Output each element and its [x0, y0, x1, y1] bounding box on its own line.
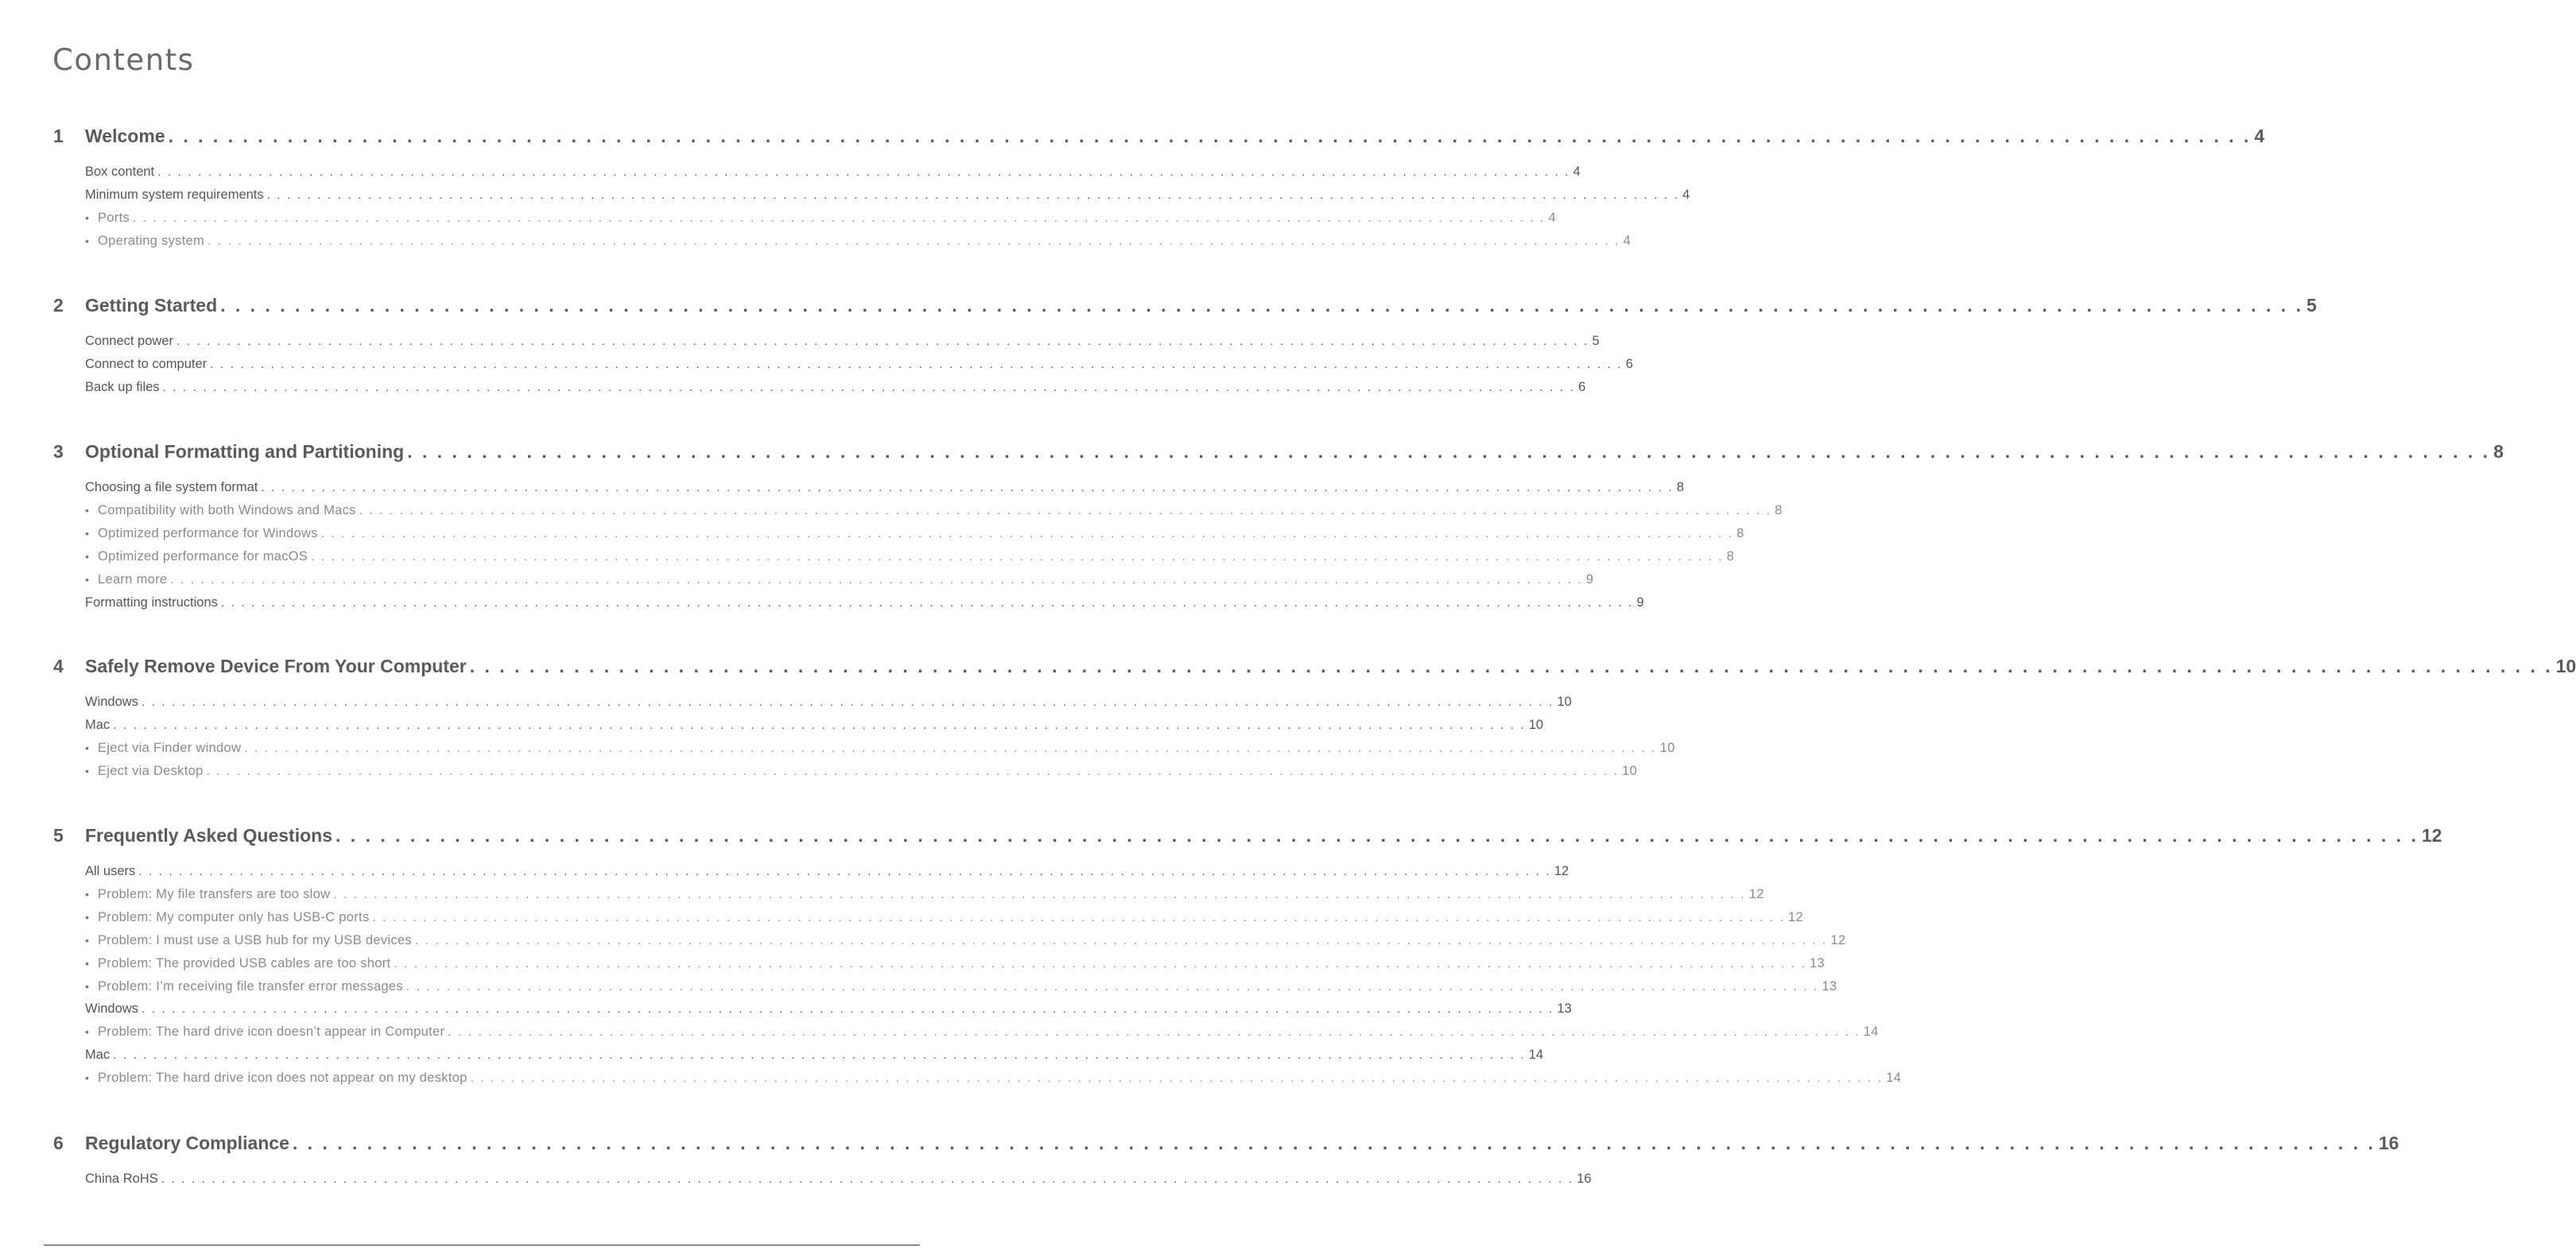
dot-leader: . . . . . . . . . . . . . . . . . . . . . . . . . . . . . . . . . . . . . . . . . . . . . . . . . . . . . . . . . . . . . . . . . . . . . . . . . . . . . . . . . . . . . . . . . . . . . . . . . . . . . . . . . . . . . . . . . . . . . . . . . . . . . . . . . . . . . . . . . . . .: [141, 695, 1554, 709]
entry-text: Mac: [85, 717, 111, 732]
dot-leader: . . . . . . . . . . . . . . . . . . . . . . . . . . . . . . . . . . . . . . . . . . . . . . . . . . . . . . . . . . . . . . . . . . . . . . . . . . . . . . . . . . . . . . . . . . . . . . . . . . . . . . . . . . . . . . . . . . . . . . . . . . . . . . . . . . . . . . . . . . . .: [311, 549, 1724, 564]
toc-subsection-entry[interactable]: [85, 932, 1846, 951]
chapter-title: Frequently Asked Questions: [85, 825, 332, 846]
entry-page-number: 13: [1821, 978, 1837, 994]
bullet-icon: •: [85, 979, 90, 993]
entry-title: [85, 480, 258, 495]
chapter-title: Getting Started: [85, 295, 218, 316]
chapter-number: 3: [53, 441, 64, 462]
entry-page-number: 10: [1622, 763, 1638, 778]
bullet-icon: •: [85, 887, 90, 901]
dot-leader: . . . . . . . . . . . . . . . . . . . . . . . . . . . . . . . . . . . . . . . . . . . . . . . . . . . . . . . . . . . . . . . . . . . . . . . . . . . . . . . . . . . . . . . . . . . . . . . . . . . . . . . . . . . . . . . . . . . . . . . . . . . . . . . . . . . . . . . . . . . .: [470, 1071, 1884, 1086]
entry-title: [85, 864, 135, 879]
entry-page-number: 14: [1528, 1048, 1544, 1063]
entry-text: Back up files: [85, 379, 160, 394]
entry-text: All users: [85, 864, 136, 878]
bullet-icon: •: [85, 572, 90, 586]
entry-text: Ports: [98, 210, 130, 225]
entry-page-number: 9: [1585, 571, 1594, 587]
entry-text: Choosing a file system format: [85, 480, 258, 494]
toc-section-entry[interactable]: [85, 695, 1572, 712]
entry-title: [85, 979, 403, 994]
dot-leader: . . . . . . . . . . . . . . . . . . . . . . . . . . . . . . . . . . . . . . . . . . . . . . . . . . . . . . . . . . . . . . . . . . . . . . . . . . . . . . . . . . . . . . . . . . . . . . . . . . . . . . . . . . . . . . . . . . . . . . . . . . . . . . . . . . . . . . . . . . . .: [407, 441, 2491, 462]
dot-leader: . . . . . . . . . . . . . . . . . . . . . . . . . . . . . . . . . . . . . . . . . . . . . . . . . . . . . . . . . . . . . . . . . . . . . . . . . . . . . . . . . . . . . . . . . . . . . . . . . . . . . . . . . . . . . . . . . . . . . . . . . . . . . . . . . . . . . . . . . . . .: [162, 380, 1576, 394]
toc-section-entry[interactable]: [85, 864, 1569, 881]
toc-section-entry[interactable]: [85, 379, 1586, 397]
entry-title: [85, 526, 318, 541]
toc-section-entry[interactable]: [85, 1172, 1592, 1189]
toc-subsection-entry[interactable]: [85, 233, 1631, 251]
dot-leader: . . . . . . . . . . . . . . . . . . . . . . . . . . . . . . . . . . . . . . . . . . . . . . . . . . . . . . . . . . . . . . . . . . . . . . . . . . . . . . . . . . . . . . . . . . . . . . . . . . . . . . . . . . . . . . . . . . . . . . . . . . . . . . . . . . . . . . . . . . . .: [261, 481, 1674, 494]
entry-page-number: 16: [1577, 1172, 1592, 1186]
entry-page-number: 13: [1809, 955, 1825, 970]
dot-leader: . . . . . . . . . . . . . . . . . . . . . . . . . . . . . . . . . . . . . . . . . . . . . . . . . . . . . . . . . . . . . . . . . . . . . . . . . . . . . . . . . . . . . . . . . . . . . . . . . . . . . . . . . . . . . . . . . . . . . . . . . . . . . . . . . . . . . . . . . . . .: [113, 718, 1526, 732]
toc-subsection-entry[interactable]: [85, 955, 1825, 974]
toc-chapter-1[interactable]: [53, 126, 2265, 149]
toc-subsection-entry[interactable]: [85, 740, 1675, 758]
entry-page-number: 12: [1554, 864, 1569, 878]
dot-leader: . . . . . . . . . . . . . . . . . . . . . . . . . . . . . . . . . . . . . . . . . . . . . . . . . . . . . . . . . . . . . . . . . . . . . . . . . . . . . . . . . . . . . . . . . . . . . . . . . . . . . . . . . . . . . . . . . . . . . . . . . . . . . . . . . . . . . . . . . . . .: [168, 126, 2252, 146]
entry-page-number: 4: [1548, 210, 1557, 225]
entry-text: Problem: I’m receiving file transfer error messages: [98, 978, 403, 994]
entry-text: Compatibility with both Windows and Macs: [98, 502, 356, 517]
entry-text: China RoHS: [85, 1172, 158, 1186]
entry-text: Problem: My file transfers are too slow: [98, 886, 331, 901]
chapter-page-number: 12: [2421, 825, 2442, 846]
entry-page-number: 12: [1748, 886, 1764, 901]
entry-text: Optimized performance for Windows: [98, 525, 318, 540]
toc-section-entry[interactable]: [85, 187, 1690, 205]
dot-leader: . . . . . . . . . . . . . . . . . . . . . . . . . . . . . . . . . . . . . . . . . . . . . . . . . . . . . . . . . . . . . . . . . . . . . . . . . . . . . . . . . . . . . . . . . . . . . . . . . . . . . . . . . . . . . . . . . . . . . . . . . . . . . . . . . . . . . . . . . . . .: [266, 188, 1680, 202]
entry-page-number: 10: [1528, 717, 1544, 732]
toc-section-entry[interactable]: [85, 1048, 1544, 1065]
chapter-page-number: 8: [2493, 441, 2504, 462]
entry-page-number: 8: [1775, 502, 1783, 517]
entry-title: [85, 887, 330, 902]
toc-chapter-4[interactable]: [53, 656, 2576, 680]
entry-title: [85, 695, 138, 710]
dot-leader: . . . . . . . . . . . . . . . . . . . . . . . . . . . . . . . . . . . . . . . . . . . . . . . . . . . . . . . . . . . . . . . . . . . . . . . . . . . . . . . . . . . . . . . . . . . . . . . . . . . . . . . . . . . . . . . . . . . . . . . . . . . . . . . . . . . . . . . . . . . .: [292, 1133, 2376, 1153]
toc-chapter-2[interactable]: [53, 295, 2317, 319]
entry-page-number: 4: [1623, 233, 1631, 248]
toc-subsection-entry[interactable]: [85, 548, 1735, 567]
toc-section-entry[interactable]: [85, 717, 1544, 735]
entry-text: Operating system: [98, 233, 205, 248]
chapter-title: Optional Formatting and Partitioning: [85, 441, 405, 462]
entry-title: [85, 503, 356, 518]
bullet-icon: •: [85, 741, 90, 754]
dot-leader: . . . . . . . . . . . . . . . . . . . . . . . . . . . . . . . . . . . . . . . . . . . . . . . . . . . . . . . . . . . . . . . . . . . . . . . . . . . . . . . . . . . . . . . . . . . . . . . . . . . . . . . . . . . . . . . . . . . . . . . . . . . . . . . . . . . . . . . . . . . .: [113, 1048, 1526, 1063]
toc-subsection-entry[interactable]: [85, 502, 1783, 521]
entry-text: Problem: The hard drive icon does not appear on my desktop: [98, 1071, 467, 1086]
entry-text: Windows: [85, 695, 138, 709]
dot-leader: . . . . . . . . . . . . . . . . . . . . . . . . . . . . . . . . . . . . . . . . . . . . . . . . . . . . . . . . . . . . . . . . . . . . . . . . . . . . . . . . . . . . . . . . . . . . . . . . . . . . . . . . . . . . . . . . . . . . . . . . . . . . . . . . . . . . . . . . . . . .: [320, 526, 1734, 540]
chapter-title: Regulatory Compliance: [85, 1133, 289, 1153]
toc-chapter-5[interactable]: [53, 825, 2442, 849]
entry-page-number: 12: [1830, 932, 1846, 947]
entry-text: Eject via Finder window: [98, 740, 242, 755]
page-title: Contents: [52, 43, 195, 77]
bullet-icon: •: [85, 910, 90, 924]
toc-section-entry[interactable]: [85, 595, 1644, 613]
dot-leader: . . . . . . . . . . . . . . . . . . . . . . . . . . . . . . . . . . . . . . . . . . . . . . . . . . . . . . . . . . . . . . . . . . . . . . . . . . . . . . . . . . . . . . . . . . . . . . . . . . . . . . . . . . . . . . . . . . . . . . . . . . . . . . . . . . . . . . . . . . . .: [133, 211, 1546, 225]
entry-page-number: 5: [1592, 334, 1600, 348]
entry-title: [85, 1025, 444, 1040]
toc-subsection-entry[interactable]: [85, 978, 1837, 997]
entry-text: Learn more: [98, 571, 168, 587]
toc-subsection-entry[interactable]: [85, 1025, 1879, 1042]
entry-text: Problem: I must use a USB hub for my USB devices: [98, 932, 412, 947]
entry-page-number: 8: [1726, 548, 1735, 564]
entry-title: [85, 764, 204, 779]
entry-title: [85, 1071, 467, 1086]
chapter-number: 2: [53, 295, 64, 316]
entry-text: Connect to computer: [85, 356, 208, 371]
chapter-page-number: 4: [2254, 126, 2265, 146]
bullet-icon: •: [85, 549, 90, 563]
entry-text: Connect power: [85, 334, 173, 348]
entry-title: [85, 188, 264, 203]
entry-text: Eject via Desktop: [98, 763, 204, 778]
chapter-page-number: 10: [2555, 656, 2576, 676]
entry-text: Minimum system requirements: [85, 187, 264, 202]
entry-page-number: 12: [1788, 909, 1803, 924]
entry-text: Problem: The hard drive icon doesn’t appear in Computer: [98, 1025, 445, 1040]
dot-leader: . . . . . . . . . . . . . . . . . . . . . . . . . . . . . . . . . . . . . . . . . . . . . . . . . . . . . . . . . . . . . . . . . . . . . . . . . . . . . . . . . . . . . . . . . . . . . . . . . . . . . . . . . . . . . . . . . . . . . . . . . . . . . . . . . . . . . . . . . . . .: [157, 165, 1570, 179]
toc-subsection-entry[interactable]: [85, 1071, 1902, 1088]
dot-leader: . . . . . . . . . . . . . . . . . . . . . . . . . . . . . . . . . . . . . . . . . . . . . . . . . . . . . . . . . . . . . . . . . . . . . . . . . . . . . . . . . . . . . . . . . . . . . . . . . . . . . . . . . . . . . . . . . . . . . . . . . . . . . . . . . . . . . . . . . . . .: [448, 1025, 1860, 1040]
entry-title: [85, 1172, 158, 1187]
chapter-title: Safely Remove Device From Your Computer: [85, 656, 467, 676]
entry-title: [85, 956, 390, 971]
toc-section-entry[interactable]: [85, 480, 1685, 498]
toc-subsection-entry[interactable]: [85, 525, 1744, 544]
dot-leader: . . . . . . . . . . . . . . . . . . . . . . . . . . . . . . . . . . . . . . . . . . . . . . . . . . . . . . . . . . . . . . . . . . . . . . . . . . . . . . . . . . . . . . . . . . . . . . . . . . . . . . . . . . . . . . . . . . . . . . . . . . . . . . . . . . . . . . . . . . . .: [333, 887, 1746, 901]
entry-title: [85, 933, 412, 948]
entry-title: [85, 910, 370, 925]
entry-title: [85, 234, 204, 249]
dot-leader: . . . . . . . . . . . . . . . . . . . . . . . . . . . . . . . . . . . . . . . . . . . . . . . . . . . . . . . . . . . . . . . . . . . . . . . . . . . . . . . . . . . . . . . . . . . . . . . . . . . . . . . . . . . . . . . . . . . . . . . . . . . . . . . . . . . . . . . . . . . .: [469, 656, 2553, 676]
entry-text: Formatting instructions: [85, 595, 218, 610]
dot-leader: . . . . . . . . . . . . . . . . . . . . . . . . . . . . . . . . . . . . . . . . . . . . . . . . . . . . . . . . . . . . . . . . . . . . . . . . . . . . . . . . . . . . . . . . . . . . . . . . . . . . . . . . . . . . . . . . . . . . . . . . . . . . . . . . . . . . . . . . . . . .: [208, 234, 1620, 248]
dot-leader: . . . . . . . . . . . . . . . . . . . . . . . . . . . . . . . . . . . . . . . . . . . . . . . . . . . . . . . . . . . . . . . . . . . . . . . . . . . . . . . . . . . . . . . . . . . . . . . . . . . . . . . . . . . . . . . . . . . . . . . . . . . . . . . . . . . . . . . . . . . .: [210, 357, 1623, 371]
entry-title: [85, 165, 154, 180]
bullet-icon: •: [85, 1071, 90, 1085]
entry-page-number: 10: [1659, 740, 1675, 755]
chapter-number: 4: [53, 656, 64, 676]
toc-chapter-6[interactable]: [53, 1133, 2399, 1156]
dot-leader: . . . . . . . . . . . . . . . . . . . . . . . . . . . . . . . . . . . . . . . . . . . . . . . . . . . . . . . . . . . . . . . . . . . . . . . . . . . . . . . . . . . . . . . . . . . . . . . . . . . . . . . . . . . . . . . . . . . . . . . . . . . . . . . . . . . . . . . . . . . .: [359, 503, 1772, 517]
chapter-number: 5: [53, 825, 64, 846]
bullet-icon: •: [85, 526, 90, 540]
entry-page-number: 6: [1625, 356, 1633, 371]
entry-page-number: 13: [1557, 1001, 1572, 1017]
dot-leader: . . . . . . . . . . . . . . . . . . . . . . . . . . . . . . . . . . . . . . . . . . . . . . . . . . . . . . . . . . . . . . . . . . . . . . . . . . . . . . . . . . . . . . . . . . . . . . . . . . . . . . . . . . . . . . . . . . . . . . . . . . . . . . . . . . . . . . . . . . . .: [336, 825, 2419, 846]
dot-leader: . . . . . . . . . . . . . . . . . . . . . . . . . . . . . . . . . . . . . . . . . . . . . . . . . . . . . . . . . . . . . . . . . . . . . . . . . . . . . . . . . . . . . . . . . . . . . . . . . . . . . . . . . . . . . . . . . . . . . . . . . . . . . . . . . . . . . . . . . . . .: [414, 933, 1828, 947]
dot-leader: . . . . . . . . . . . . . . . . . . . . . . . . . . . . . . . . . . . . . . . . . . . . . . . . . . . . . . . . . . . . . . . . . . . . . . . . . . . . . . . . . . . . . . . . . . . . . . . . . . . . . . . . . . . . . . . . . . . . . . . . . . . . . . . . . . . . . . . . . . . .: [170, 572, 1583, 587]
dot-leader: . . . . . . . . . . . . . . . . . . . . . . . . . . . . . . . . . . . . . . . . . . . . . . . . . . . . . . . . . . . . . . . . . . . . . . . . . . . . . . . . . . . . . . . . . . . . . . . . . . . . . . . . . . . . . . . . . . . . . . . . . . . . . . . . . . . . . . . . . . . .: [372, 910, 1786, 924]
dot-leader: . . . . . . . . . . . . . . . . . . . . . . . . . . . . . . . . . . . . . . . . . . . . . . . . . . . . . . . . . . . . . . . . . . . . . . . . . . . . . . . . . . . . . . . . . . . . . . . . . . . . . . . . . . . . . . . . . . . . . . . . . . . . . . . . . . . . . . . . . . . .: [244, 741, 1657, 755]
entry-page-number: 4: [1682, 187, 1690, 202]
entry-page-number: 8: [1676, 480, 1685, 494]
entry-page-number: 10: [1557, 695, 1572, 709]
entry-page-number: 9: [1636, 595, 1644, 610]
dot-leader: . . . . . . . . . . . . . . . . . . . . . . . . . . . . . . . . . . . . . . . . . . . . . . . . . . . . . . . . . . . . . . . . . . . . . . . . . . . . . . . . . . . . . . . . . . . . . . . . . . . . . . . . . . . . . . . . . . . . . . . . . . . . . . . . . . . . . . . . . . . .: [161, 1172, 1574, 1186]
bullet-icon: •: [85, 211, 90, 224]
toc-chapter-3[interactable]: [53, 441, 2504, 465]
toc-section-entry[interactable]: [85, 334, 1600, 351]
toc-subsection-entry[interactable]: [85, 886, 1764, 905]
chapter-page-number: 16: [2378, 1133, 2399, 1153]
dot-leader: . . . . . . . . . . . . . . . . . . . . . . . . . . . . . . . . . . . . . . . . . . . . . . . . . . . . . . . . . . . . . . . . . . . . . . . . . . . . . . . . . . . . . . . . . . . . . . . . . . . . . . . . . . . . . . . . . . . . . . . . . . . . . . . . . . . . . . . . . . . .: [220, 595, 1634, 610]
entry-title: [85, 572, 167, 587]
entry-title: [85, 1001, 138, 1017]
dot-leader: . . . . . . . . . . . . . . . . . . . . . . . . . . . . . . . . . . . . . . . . . . . . . . . . . . . . . . . . . . . . . . . . . . . . . . . . . . . . . . . . . . . . . . . . . . . . . . . . . . . . . . . . . . . . . . . . . . . . . . . . . . . . . . . . . . . . . . . . . . . .: [176, 335, 1589, 348]
entry-page-number: 4: [1573, 165, 1581, 179]
toc-section-entry[interactable]: [85, 1001, 1572, 1019]
entry-title: [85, 211, 130, 226]
bullet-icon: •: [85, 956, 90, 970]
dot-leader: . . . . . . . . . . . . . . . . . . . . . . . . . . . . . . . . . . . . . . . . . . . . . . . . . . . . . . . . . . . . . . . . . . . . . . . . . . . . . . . . . . . . . . . . . . . . . . . . . . . . . . . . . . . . . . . . . . . . . . . . . . . . . . . . . . . . . . . . . . . .: [138, 865, 1551, 878]
entry-page-number: 8: [1736, 525, 1744, 540]
entry-title: [85, 595, 218, 610]
entry-title: [85, 334, 173, 349]
entry-title: [85, 380, 160, 395]
entry-text: Problem: My computer only has USB-C ports: [98, 909, 370, 924]
toc-section-entry[interactable]: [85, 356, 1633, 374]
toc-subsection-entry[interactable]: [85, 763, 1638, 781]
chapter-number: 1: [53, 126, 64, 146]
entry-text: Mac: [85, 1048, 111, 1063]
entry-text: Box content: [85, 165, 155, 179]
entry-title: [85, 718, 110, 733]
entry-title: [85, 1048, 110, 1063]
toc-subsection-entry[interactable]: [85, 210, 1557, 228]
bullet-icon: •: [85, 933, 90, 947]
bullet-icon: •: [85, 234, 90, 247]
bullet-icon: •: [85, 764, 90, 777]
entry-text: Optimized performance for macOS: [98, 548, 308, 564]
entry-title: [85, 357, 207, 372]
chapter-title: Welcome: [85, 126, 165, 146]
entry-title: [85, 741, 241, 756]
dot-leader: . . . . . . . . . . . . . . . . . . . . . . . . . . . . . . . . . . . . . . . . . . . . . . . . . . . . . . . . . . . . . . . . . . . . . . . . . . . . . . . . . . . . . . . . . . . . . . . . . . . . . . . . . . . . . . . . . . . . . . . . . . . . . . . . . . . . . . . . . . . .: [405, 979, 1819, 994]
entry-page-number: 14: [1886, 1071, 1902, 1086]
bullet-icon: •: [85, 503, 90, 517]
dot-leader: . . . . . . . . . . . . . . . . . . . . . . . . . . . . . . . . . . . . . . . . . . . . . . . . . . . . . . . . . . . . . . . . . . . . . . . . . . . . . . . . . . . . . . . . . . . . . . . . . . . . . . . . . . . . . . . . . . . . . . . . . . . . . . . . . . . . . . . . . . . .: [220, 295, 2303, 316]
entry-text: Windows: [85, 1001, 138, 1017]
chapter-number: 6: [53, 1133, 64, 1153]
entry-title: [85, 549, 308, 564]
entry-page-number: 14: [1863, 1025, 1879, 1040]
toc-subsection-entry[interactable]: [85, 571, 1594, 590]
dot-leader: . . . . . . . . . . . . . . . . . . . . . . . . . . . . . . . . . . . . . . . . . . . . . . . . . . . . . . . . . . . . . . . . . . . . . . . . . . . . . . . . . . . . . . . . . . . . . . . . . . . . . . . . . . . . . . . . . . . . . . . . . . . . . . . . . . . . . . . . . . . .: [394, 956, 1806, 970]
dot-leader: . . . . . . . . . . . . . . . . . . . . . . . . . . . . . . . . . . . . . . . . . . . . . . . . . . . . . . . . . . . . . . . . . . . . . . . . . . . . . . . . . . . . . . . . . . . . . . . . . . . . . . . . . . . . . . . . . . . . . . . . . . . . . . . . . . . . . . . . . . . .: [206, 764, 1620, 778]
entry-page-number: 6: [1578, 379, 1586, 394]
bullet-icon: •: [85, 1025, 90, 1039]
toc-subsection-entry[interactable]: [85, 909, 1803, 928]
chapter-page-number: 5: [2306, 295, 2317, 316]
entry-text: Problem: The provided USB cables are too short: [98, 955, 391, 970]
dot-leader: . . . . . . . . . . . . . . . . . . . . . . . . . . . . . . . . . . . . . . . . . . . . . . . . . . . . . . . . . . . . . . . . . . . . . . . . . . . . . . . . . . . . . . . . . . . . . . . . . . . . . . . . . . . . . . . . . . . . . . . . . . . . . . . . . . . . . . . . . . . .: [141, 1002, 1554, 1017]
toc-section-entry[interactable]: [85, 165, 1581, 182]
